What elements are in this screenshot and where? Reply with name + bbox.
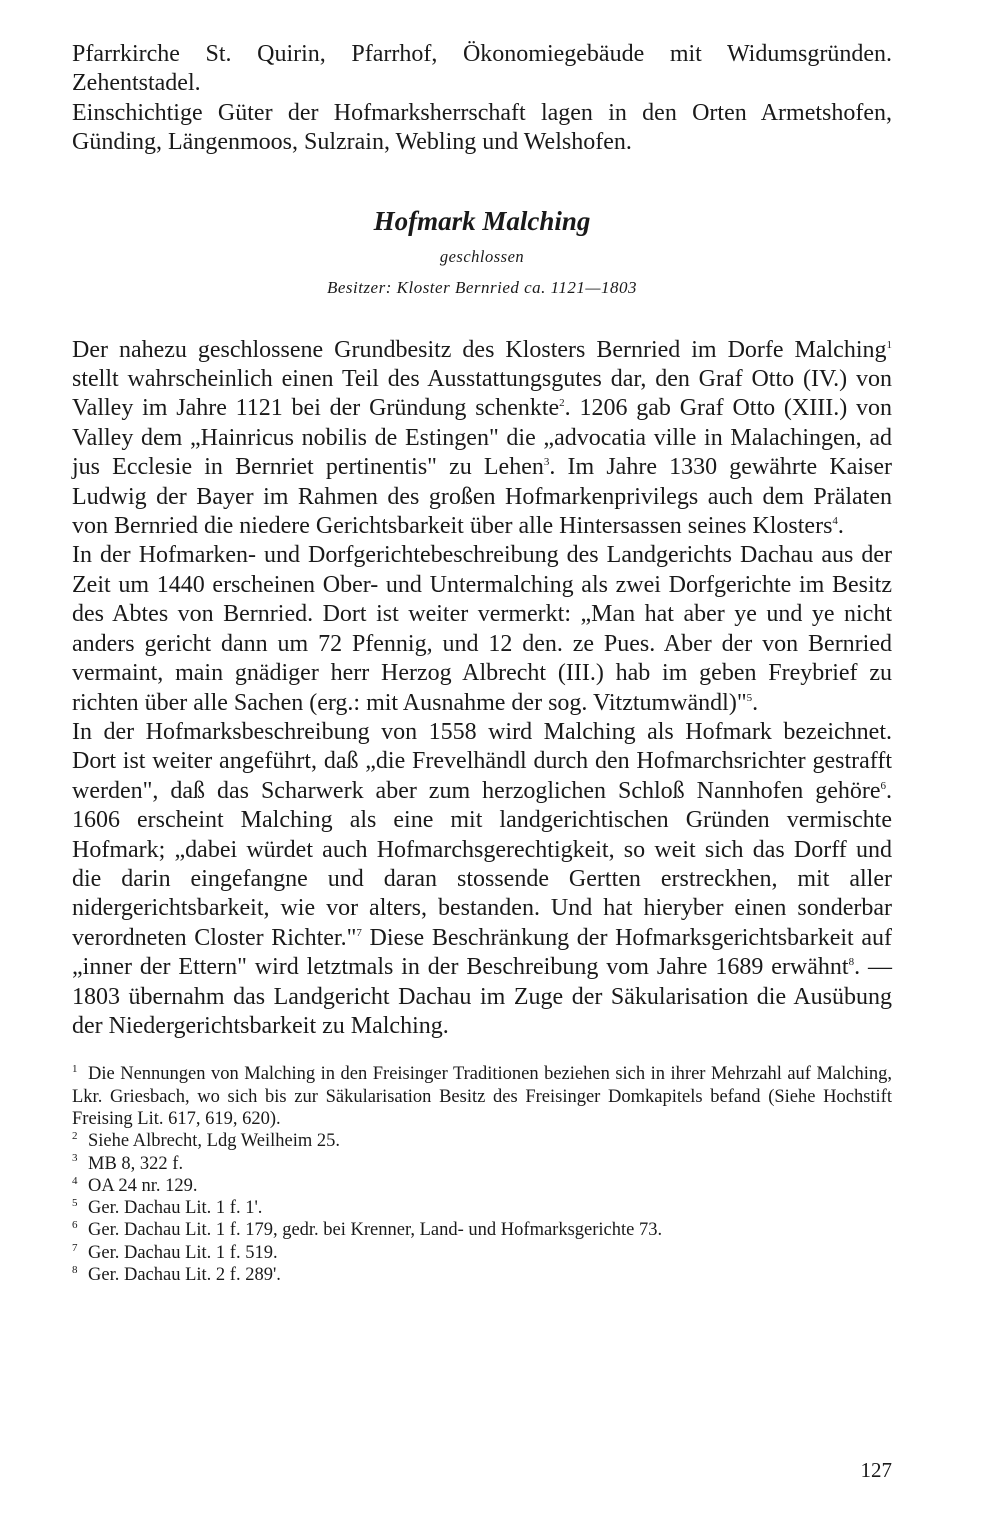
body-text xyxy=(72,336,892,1042)
footnote-7: 7 Ger. Dachau Lit. 1 f. 519. xyxy=(72,1241,278,1263)
para3-text-2: . 1606 erscheint Malching als eine mit landgerichtischen Gründen vermischte Hofmark; „dabei würdet auch Hofmarchsgerechtigkeit, so weit sich das Dorff und die darin eingefangne und daran stossende Gertten erstreckhen, mit aller nidergerichtsbarkeit, wie vor alters, bestanden. Und hat hieryber einen sonderbar verordneten Closter Richter." xyxy=(72,777,892,951)
para1-text-5: . xyxy=(837,513,844,540)
footnote-text: Ger. Dachau Lit. 1 f. 519. xyxy=(88,1242,278,1263)
body-paragraph-3 xyxy=(72,718,892,1041)
body-paragraph-2 xyxy=(72,541,892,717)
para3-text-4: . — 1803 übernahm das Landgericht Dachau im Zuge der Säkularisation die Ausübung der Niedergerichtsbarkeit zu Malching. xyxy=(72,954,893,1039)
para1-text-2: stellt wahrscheinlich einen Teil des Ausstattungsgutes dar, den Graf Otto (IV.) von Valley im Jahre 1121 bei der Gründung schenkte xyxy=(72,366,892,422)
footnote-ref-5: 5 xyxy=(746,691,753,704)
footnote-text: Ger. Dachau Lit. 1 f. 179, gedr. bei Krenner, Land- und Hofmarksgerichte 73. xyxy=(88,1220,663,1241)
intro-paragraph-1: Pfarrkirche St. Quirin, Pfarrhof, Ökonomiegebäude mit Widumsgründen. Zehentstadel. xyxy=(72,41,892,97)
footnote-ref-7: 7 xyxy=(356,926,362,939)
footnote-3: 3 MB 8, 322 f. xyxy=(72,1152,184,1174)
para2-text-2: . xyxy=(752,689,759,716)
footnote-ref-2: 2 xyxy=(559,397,565,410)
para3-text-3: Diese Beschränkung der Hofmarksgerichtsbarkeit auf „inner der Ettern" wird letztmals in der Beschreibung vom Jahre 1689 erwähnt xyxy=(72,924,892,981)
footnote-text: Siehe Albrecht, Ldg Weilheim 25. xyxy=(88,1131,340,1152)
footnote-ref-1: 1 xyxy=(886,338,892,351)
footnote-4: 4 OA 24 nr. 129. xyxy=(72,1174,198,1196)
footnote-text: Die Nennungen von Malching in den Freisinger Traditionen beziehen sich in ihrer Mehrzahl auf Malching, Lkr. Griesbach, wo sich bis zur Säkularisation Besitz des Freisinger Domkapitels befand (Siehe Hochstift Freising Lit. 617, 619, 620). xyxy=(72,1064,892,1129)
body-paragraph-1 xyxy=(72,336,892,542)
section-owner: Besitzer: Kloster Bernried ca. 1121—1803 xyxy=(326,277,638,297)
footnote-text: Ger. Dachau Lit. 1 f. 1'. xyxy=(88,1198,263,1219)
footnote-text: Ger. Dachau Lit. 2 f. 289'. xyxy=(88,1265,281,1286)
para1-text-1: Der nahezu geschlossene Grundbesitz des Klosters Bernried im Dorfe Malching xyxy=(72,336,887,363)
footnote-2: 2 Siehe Albrecht, Ldg Weilheim 25. xyxy=(72,1130,340,1152)
section-title: Hofmark Malching xyxy=(373,205,591,236)
footnotes xyxy=(72,1063,892,1286)
footnote-8: 8 Ger. Dachau Lit. 2 f. 289'. xyxy=(72,1263,281,1286)
section-subtitle: geschlossen xyxy=(439,246,525,266)
footnote-ref-4: 4 xyxy=(832,515,838,528)
para2-text-1: In der Hofmarken- und Dorfgerichtebeschreibung des Landgerichts Dachau aus der Zeit um 1440 erscheinen Ober- und Untermalching als zwei Dorfgerichte im Besitz des Abtes von Bernried. Dort ist weiter vermerkt: „Man hat aber ye und ye nicht anders gericht dann um 72 Pfennig, und 12 den. ze Pues. Aber der von Bernried vermaint, main gnädiger herr Herzog Albrecht (III.) hab im geben Freybrief zu richten über alle Sachen (erg.: mit Ausnahme der sog. Vitztumwändl)" xyxy=(72,542,892,716)
footnote-1: 1 Die Nennungen von Malching in den Freisinger Traditionen beziehen sich in ihrer Mehrzahl auf Malching, Lkr. Griesbach, wo sich bis zur Säkularisation Besitz des Freisinger Domkapitels befand (Siehe Hochstift Freising Lit. 617, 619, 620). xyxy=(72,1063,892,1129)
footnote-6: 6 Ger. Dachau Lit. 1 f. 179, gedr. bei Krenner, Land- und Hofmarksgerichte 73. xyxy=(72,1219,663,1241)
footnote-text: MB 8, 322 f. xyxy=(88,1153,184,1174)
para1-text-3: . 1206 gab Graf Otto (XIII.) von Valley dem „Hainricus nobilis de Estingen" die „advocatia ville in Malachingen, ad jus Ecclesie in Bernriet pertinentis" zu Lehen xyxy=(72,395,892,481)
page-number: 127 xyxy=(860,1458,892,1482)
para1-text-4: . Im Jahre 1330 gewährte Kaiser Ludwig der Bayer im Rahmen des großen Hofmarkenprivilegs auch dem Prälaten von Bernried die niedere Gerichtsbarkeit über alle Hintersassen seines Klosters xyxy=(72,454,892,540)
page-content xyxy=(72,40,892,1286)
intro-paragraph-2: Einschichtige Güter der Hofmarksherrschaft lagen in den Orten Armetshofen, Günding, Längenmoos, Sulzrain, Webling und Welshofen. xyxy=(72,99,892,156)
footnote-ref-8: 8 xyxy=(848,956,855,969)
footnote-5: 5 Ger. Dachau Lit. 1 f. 1'. xyxy=(72,1197,263,1219)
footnote-ref-3: 3 xyxy=(543,456,550,469)
para3-text-1: In der Hofmarksbeschreibung von 1558 wird Malching als Hofmark bezeichnet. Dort ist weiter angeführt, daß „die Frevelhändl durch den Hofmarchsrichter gestrafft werden", daß das Scharwerk aber zum herzoglichen Schloß Nannhofen gehöre xyxy=(72,718,892,804)
footnote-ref-6: 6 xyxy=(880,779,886,792)
footnote-text: OA 24 nr. 129. xyxy=(88,1175,198,1196)
